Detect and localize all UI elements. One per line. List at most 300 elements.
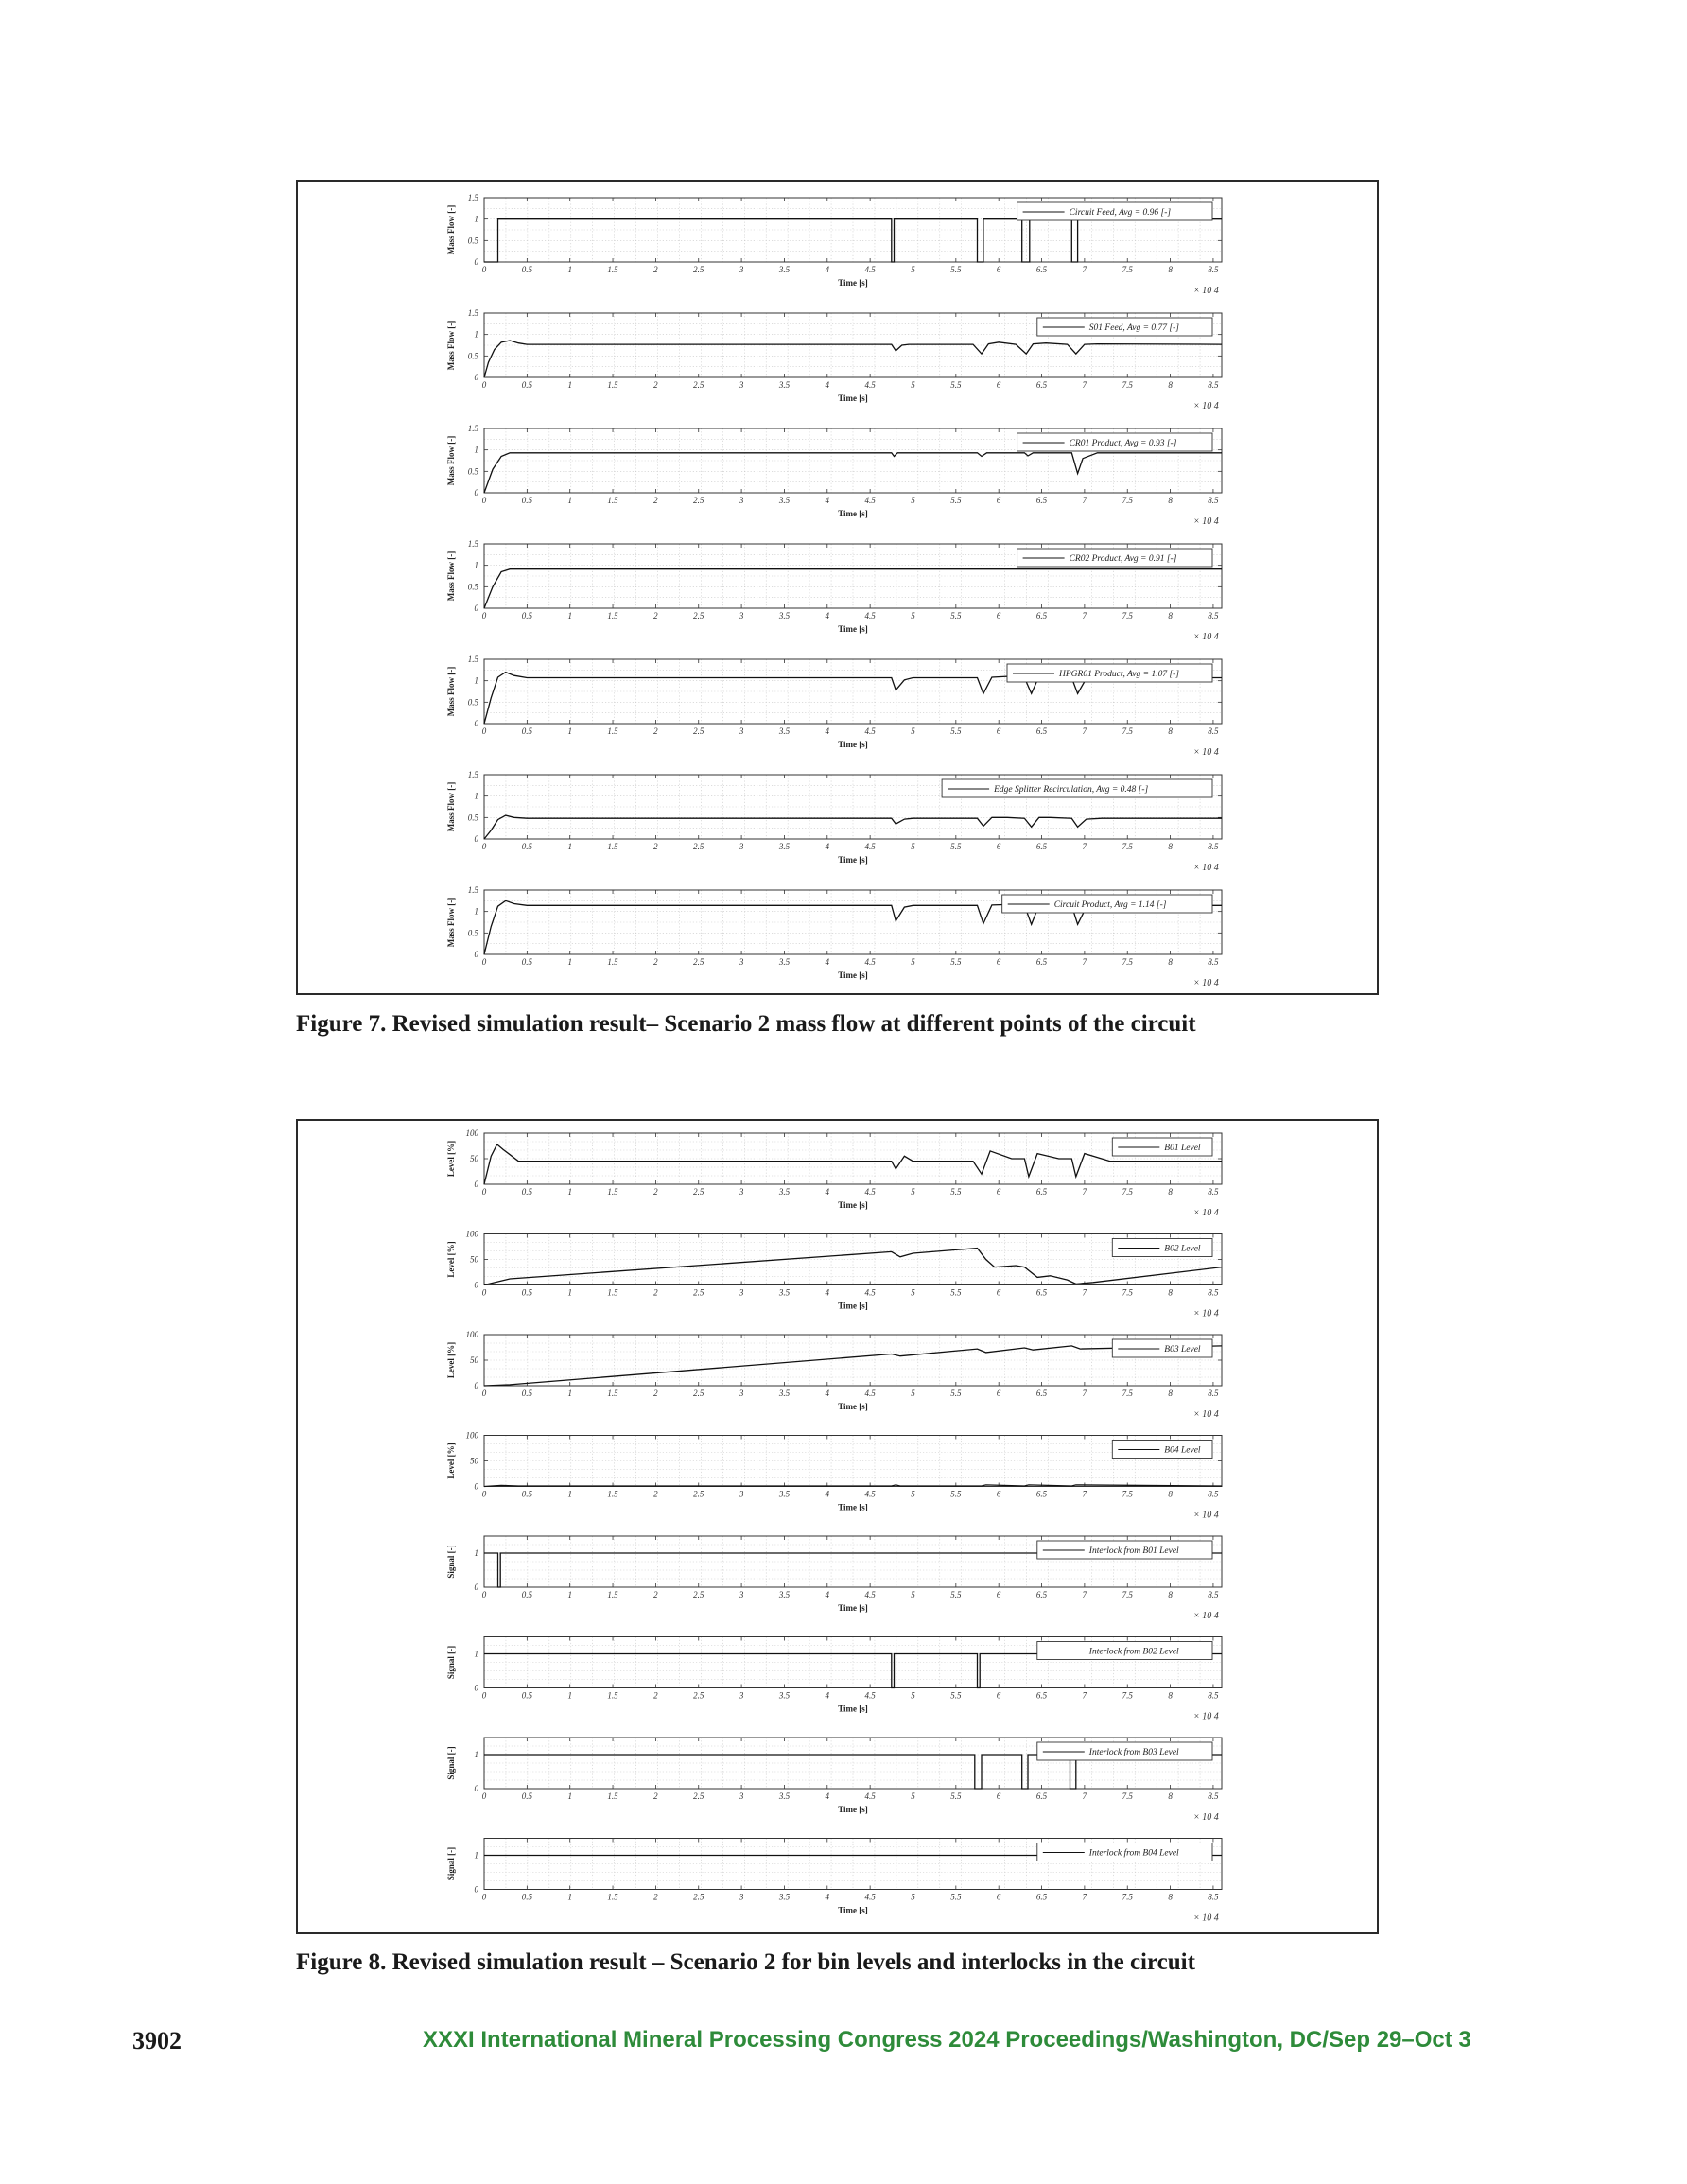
- x-tick-label: 4: [825, 1690, 830, 1701]
- y-tick-label: 1: [474, 329, 478, 340]
- x-tick-label: 4.5: [864, 1590, 876, 1599]
- x-axis-label: Time [s]: [838, 1603, 868, 1613]
- x-tick-label: 0: [481, 380, 487, 390]
- x-tick-label: 8: [1168, 611, 1173, 620]
- x-tick-label: 7: [1082, 1489, 1087, 1499]
- y-axis-label: Mass Flow [-]: [446, 550, 456, 602]
- x-tick-label: 0.5: [521, 1489, 532, 1499]
- y-axis-label: Mass Flow [-]: [446, 897, 456, 948]
- x-tick-label: 1: [567, 611, 572, 620]
- x-tick-label: 5.5: [950, 1287, 962, 1298]
- y-axis-label: Mass Flow [-]: [446, 781, 456, 832]
- x-tick-label: 2: [653, 1187, 658, 1197]
- x-tick-label: 0: [481, 957, 487, 967]
- y-axis-label: Mass Flow [-]: [446, 666, 456, 717]
- x-tick-label: 6: [996, 1187, 1001, 1197]
- x-tick-label: 8: [1168, 1892, 1173, 1902]
- x-tick-label: 1.5: [607, 1187, 618, 1197]
- x-tick-label: 8: [1168, 380, 1173, 390]
- y-tick-label: 1: [474, 1649, 478, 1659]
- y-axis-label: Mass Flow [-]: [446, 204, 456, 255]
- x-tick-label: 3.5: [778, 957, 791, 967]
- y-tick-label: 1.5: [467, 885, 478, 895]
- legend-label: S01 Feed, Avg = 0.77 [-]: [1088, 323, 1179, 333]
- x-tick-label: 6.5: [1035, 1590, 1048, 1599]
- x-tick-label: 8: [1168, 265, 1173, 274]
- y-tick-label: 1.5: [467, 424, 478, 433]
- x-multiplier: × 10 4: [1193, 1711, 1219, 1722]
- x-tick-label: 8: [1168, 1187, 1173, 1197]
- x-tick-label: 2: [653, 1590, 658, 1599]
- x-tick-label: 3: [739, 957, 744, 967]
- x-tick-label: 6: [996, 496, 1001, 505]
- x-tick-label: 3: [739, 842, 744, 851]
- x-axis-label: Time [s]: [838, 393, 868, 403]
- x-tick-label: 1: [567, 496, 572, 505]
- x-tick-label: 4: [825, 1892, 830, 1902]
- y-tick-label: 0: [474, 257, 478, 267]
- x-tick-label: 7: [1082, 496, 1087, 505]
- x-tick-label: 3: [739, 1791, 744, 1801]
- legend-label: B01 Level: [1164, 1144, 1201, 1153]
- x-tick-label: 4.5: [864, 842, 876, 851]
- y-tick-label: 1.5: [467, 539, 478, 549]
- x-tick-label: 0.5: [521, 1791, 532, 1801]
- subplot-7: [446, 1738, 1222, 1823]
- x-tick-label: 1: [567, 1389, 572, 1398]
- x-tick-label: 0.5: [521, 1690, 532, 1701]
- subplot-4: [446, 539, 1222, 642]
- x-tick-label: 8: [1168, 1690, 1173, 1701]
- x-tick-label: 7.5: [1122, 957, 1133, 967]
- y-tick-label: 0.5: [467, 812, 478, 823]
- x-tick-label: 7: [1082, 1892, 1087, 1902]
- y-tick-label: 0.5: [467, 582, 478, 592]
- x-tick-label: 0: [481, 1690, 487, 1701]
- y-tick-label: 0: [474, 1582, 478, 1592]
- legend-label: Interlock from B01 Level: [1088, 1546, 1179, 1556]
- y-axis-label: Mass Flow [-]: [446, 435, 456, 486]
- x-tick-label: 7: [1082, 611, 1087, 620]
- x-tick-label: 8.5: [1208, 1791, 1219, 1801]
- figure-7-caption: Figure 7. Revised simulation result– Scenario 2 mass flow at different points of the circuit: [296, 1011, 1196, 1037]
- x-multiplier: × 10 4: [1193, 863, 1219, 873]
- x-tick-label: 5.5: [950, 726, 962, 736]
- x-axis-label: Time [s]: [838, 1301, 868, 1311]
- x-tick-label: 2: [653, 1791, 658, 1801]
- x-tick-label: 4: [825, 1287, 830, 1298]
- x-tick-label: 2.5: [693, 496, 704, 505]
- legend-label: B03 Level: [1164, 1345, 1201, 1354]
- x-tick-label: 3.5: [778, 1690, 791, 1701]
- x-tick-label: 2: [653, 1489, 658, 1499]
- x-tick-label: 0.5: [521, 380, 532, 390]
- x-tick-label: 8.5: [1208, 842, 1219, 851]
- x-tick-label: 5.5: [950, 265, 962, 274]
- x-tick-label: 5: [911, 1791, 915, 1801]
- y-tick-label: 1: [474, 906, 478, 917]
- x-axis-label: Time [s]: [838, 509, 868, 518]
- x-tick-label: 5.5: [950, 1187, 962, 1197]
- x-tick-label: 7: [1082, 1187, 1087, 1197]
- x-tick-label: 6: [996, 1287, 1001, 1298]
- x-tick-label: 1.5: [607, 1791, 618, 1801]
- x-tick-label: 2: [653, 611, 658, 620]
- x-tick-label: 6.5: [1035, 611, 1048, 620]
- x-tick-label: 3: [739, 1389, 744, 1398]
- x-tick-label: 1: [567, 1489, 572, 1499]
- subplot-8: [446, 1839, 1222, 1924]
- x-tick-label: 4.5: [864, 1287, 876, 1298]
- x-tick-label: 6.5: [1035, 726, 1048, 736]
- x-multiplier: × 10 4: [1193, 1510, 1219, 1521]
- y-tick-label: 50: [470, 1456, 478, 1466]
- subplot-2: [446, 308, 1222, 411]
- x-tick-label: 4: [825, 842, 830, 851]
- x-tick-label: 4: [825, 496, 830, 505]
- x-tick-label: 4.5: [864, 957, 876, 967]
- x-tick-label: 0: [481, 1489, 487, 1499]
- y-tick-label: 1: [474, 445, 478, 455]
- x-tick-label: 2.5: [693, 611, 704, 620]
- x-tick-label: 1: [567, 726, 572, 736]
- x-tick-label: 4.5: [864, 1791, 876, 1801]
- x-multiplier: × 10 4: [1193, 632, 1219, 642]
- y-tick-label: 0: [474, 1884, 478, 1895]
- x-tick-label: 4.5: [864, 265, 876, 274]
- x-tick-label: 3.5: [778, 1389, 791, 1398]
- x-tick-label: 5.5: [950, 1590, 962, 1599]
- x-axis-label: Time [s]: [838, 1200, 868, 1210]
- x-tick-label: 4: [825, 957, 830, 967]
- x-tick-label: 1.5: [607, 1892, 618, 1902]
- x-tick-label: 1: [567, 1287, 572, 1298]
- page-number: 3902: [132, 2027, 182, 2054]
- x-tick-label: 1: [567, 1187, 572, 1197]
- x-multiplier: × 10 4: [1193, 401, 1219, 411]
- y-tick-label: 0: [474, 373, 478, 382]
- x-tick-label: 3: [739, 1690, 744, 1701]
- x-tick-label: 0: [481, 842, 487, 851]
- x-tick-label: 5.5: [950, 496, 962, 505]
- x-tick-label: 8: [1168, 1791, 1173, 1801]
- y-tick-label: 50: [470, 1254, 478, 1265]
- x-tick-label: 2: [653, 842, 658, 851]
- x-tick-label: 3.5: [778, 1791, 791, 1801]
- x-axis-label: Time [s]: [838, 970, 868, 980]
- legend-label: HPGR01 Product, Avg = 1.07 [-]: [1059, 670, 1179, 679]
- x-tick-label: 5: [911, 1187, 915, 1197]
- x-tick-label: 8: [1168, 1489, 1173, 1499]
- x-tick-label: 0: [481, 496, 487, 505]
- y-tick-label: 0: [474, 1481, 478, 1492]
- x-tick-label: 0.5: [521, 1389, 532, 1398]
- x-tick-label: 6.5: [1035, 496, 1048, 505]
- legend-label: B02 Level: [1164, 1244, 1201, 1254]
- y-tick-label: 0: [474, 1280, 478, 1290]
- y-tick-label: 0: [474, 950, 478, 959]
- x-tick-label: 3.5: [778, 1287, 791, 1298]
- x-tick-label: 3.5: [778, 1590, 791, 1599]
- x-tick-label: 6.5: [1035, 1690, 1048, 1701]
- x-tick-label: 5: [911, 1389, 915, 1398]
- x-tick-label: 8.5: [1208, 1892, 1219, 1902]
- y-tick-label: 0.5: [467, 928, 478, 938]
- x-tick-label: 5: [911, 1287, 915, 1298]
- x-tick-label: 8.5: [1208, 1187, 1219, 1197]
- figure-8-plots: [298, 1121, 1377, 1932]
- x-tick-label: 3: [739, 380, 744, 390]
- x-tick-label: 4.5: [864, 1892, 876, 1902]
- x-multiplier: × 10 4: [1193, 1913, 1219, 1924]
- x-tick-label: 2: [653, 265, 658, 274]
- x-tick-label: 5.5: [950, 611, 962, 620]
- x-tick-label: 8.5: [1208, 611, 1219, 620]
- x-tick-label: 5: [911, 957, 915, 967]
- x-tick-label: 0.5: [521, 611, 532, 620]
- x-tick-label: 1: [567, 842, 572, 851]
- x-tick-label: 2.5: [693, 380, 704, 390]
- x-tick-label: 1.5: [607, 1690, 618, 1701]
- x-tick-label: 1.5: [607, 265, 618, 274]
- x-tick-label: 0: [481, 1389, 487, 1398]
- x-tick-label: 6: [996, 957, 1001, 967]
- y-tick-label: 1: [474, 791, 478, 801]
- x-tick-label: 8.5: [1208, 380, 1219, 390]
- x-tick-label: 0: [481, 1287, 487, 1298]
- x-tick-label: 4: [825, 1389, 830, 1398]
- figure-7-plots: [298, 182, 1377, 993]
- y-axis-label: Mass Flow [-]: [446, 320, 456, 371]
- figure-8-caption: Figure 8. Revised simulation result – Scenario 2 for bin levels and interlocks in the circuit: [296, 1949, 1195, 1975]
- x-tick-label: 0: [481, 1892, 487, 1902]
- x-tick-label: 6.5: [1035, 1489, 1048, 1499]
- x-tick-label: 6: [996, 265, 1001, 274]
- x-tick-label: 1.5: [607, 957, 618, 967]
- x-tick-label: 0: [481, 611, 487, 620]
- x-multiplier: × 10 4: [1193, 978, 1219, 988]
- y-tick-label: 1.5: [467, 193, 478, 202]
- x-tick-label: 3.5: [778, 265, 791, 274]
- legend-label: Edge Splitter Recirculation, Avg = 0.48 [-]: [994, 785, 1149, 795]
- x-tick-label: 3: [739, 1892, 744, 1902]
- x-tick-label: 7: [1082, 1690, 1087, 1701]
- x-tick-label: 0.5: [521, 1892, 532, 1902]
- y-tick-label: 100: [465, 1229, 478, 1239]
- legend-label: Interlock from B03 Level: [1088, 1748, 1179, 1757]
- x-tick-label: 6.5: [1035, 1892, 1048, 1902]
- subplot-6: [446, 1637, 1222, 1722]
- x-tick-label: 6: [996, 380, 1001, 390]
- y-tick-label: 0: [474, 1784, 478, 1793]
- x-tick-label: 7: [1082, 842, 1087, 851]
- x-tick-label: 7.5: [1122, 496, 1133, 505]
- subplot-7: [446, 885, 1222, 988]
- x-multiplier: × 10 4: [1193, 1308, 1219, 1319]
- x-tick-label: 6.5: [1035, 1791, 1048, 1801]
- x-tick-label: 1.5: [607, 1489, 618, 1499]
- subplot-3: [446, 424, 1222, 527]
- x-tick-label: 3: [739, 726, 744, 736]
- x-tick-label: 5: [911, 1590, 915, 1599]
- x-tick-label: 8.5: [1208, 1690, 1219, 1701]
- x-tick-label: 7: [1082, 1389, 1087, 1398]
- y-tick-label: 0: [474, 1381, 478, 1390]
- x-tick-label: 5.5: [950, 1690, 962, 1701]
- x-tick-label: 3: [739, 611, 744, 620]
- x-tick-label: 7.5: [1122, 1791, 1133, 1801]
- x-tick-label: 0: [481, 1187, 487, 1197]
- x-tick-label: 4.5: [864, 380, 876, 390]
- x-tick-label: 3.5: [778, 726, 791, 736]
- subplot-3: [446, 1330, 1222, 1420]
- x-tick-label: 2.5: [693, 957, 704, 967]
- x-tick-label: 0: [481, 265, 487, 274]
- x-tick-label: 1: [567, 1892, 572, 1902]
- x-tick-label: 6: [996, 726, 1001, 736]
- x-tick-label: 3: [739, 1287, 744, 1298]
- x-tick-label: 5: [911, 842, 915, 851]
- x-tick-label: 3: [739, 1590, 744, 1599]
- x-tick-label: 7.5: [1122, 611, 1133, 620]
- x-tick-label: 6.5: [1035, 1287, 1048, 1298]
- x-tick-label: 1: [567, 380, 572, 390]
- x-tick-label: 5: [911, 1892, 915, 1902]
- x-tick-label: 1: [567, 265, 572, 274]
- x-tick-label: 2.5: [693, 1791, 704, 1801]
- x-tick-label: 6: [996, 1690, 1001, 1701]
- y-tick-label: 0: [474, 603, 478, 613]
- x-tick-label: 2.5: [693, 726, 704, 736]
- x-tick-label: 2: [653, 957, 658, 967]
- subplot-5: [446, 655, 1222, 758]
- x-tick-label: 4: [825, 611, 830, 620]
- x-tick-label: 2: [653, 1892, 658, 1902]
- x-tick-label: 7: [1082, 1590, 1087, 1599]
- x-tick-label: 1.5: [607, 1287, 618, 1298]
- x-tick-label: 8: [1168, 496, 1173, 505]
- x-tick-label: 6: [996, 1489, 1001, 1499]
- x-tick-label: 3.5: [778, 1892, 791, 1902]
- x-tick-label: 5: [911, 611, 915, 620]
- x-tick-label: 8: [1168, 957, 1173, 967]
- x-tick-label: 8.5: [1208, 265, 1219, 274]
- x-multiplier: × 10 4: [1193, 1812, 1219, 1823]
- x-tick-label: 7.5: [1122, 1287, 1133, 1298]
- x-tick-label: 2.5: [693, 1892, 704, 1902]
- y-tick-label: 0: [474, 834, 478, 844]
- x-tick-label: 8.5: [1208, 726, 1219, 736]
- x-tick-label: 2.5: [693, 1690, 704, 1701]
- x-tick-label: 6: [996, 1791, 1001, 1801]
- y-tick-label: 1.5: [467, 770, 478, 779]
- x-tick-label: 7: [1082, 265, 1087, 274]
- x-tick-label: 2: [653, 380, 658, 390]
- x-tick-label: 4.5: [864, 611, 876, 620]
- x-tick-label: 4.5: [864, 1690, 876, 1701]
- x-tick-label: 0.5: [521, 842, 532, 851]
- y-tick-label: 0: [474, 719, 478, 728]
- x-multiplier: × 10 4: [1193, 1611, 1219, 1621]
- y-tick-label: 100: [465, 1330, 478, 1339]
- x-tick-label: 2.5: [693, 265, 704, 274]
- subplot-2: [446, 1230, 1222, 1319]
- x-tick-label: 3.5: [778, 496, 791, 505]
- x-axis-label: Time [s]: [838, 1704, 868, 1714]
- y-axis-label: Level [%]: [446, 1442, 456, 1479]
- x-tick-label: 2.5: [693, 1389, 704, 1398]
- x-axis-label: Time [s]: [838, 624, 868, 634]
- subplot-5: [446, 1536, 1222, 1621]
- x-tick-label: 3: [739, 496, 744, 505]
- x-tick-label: 7: [1082, 1287, 1087, 1298]
- x-tick-label: 5.5: [950, 1389, 962, 1398]
- figure-7-panel: [296, 180, 1379, 995]
- x-tick-label: 0.5: [521, 957, 532, 967]
- y-axis-label: Level [%]: [446, 1241, 456, 1278]
- x-tick-label: 7: [1082, 957, 1087, 967]
- y-axis-label: Signal [-]: [446, 1645, 456, 1680]
- x-tick-label: 1: [567, 1791, 572, 1801]
- x-tick-label: 2: [653, 496, 658, 505]
- x-tick-label: 7: [1082, 726, 1087, 736]
- x-tick-label: 4.5: [864, 1389, 876, 1398]
- x-tick-label: 4: [825, 1489, 830, 1499]
- x-tick-label: 8: [1168, 842, 1173, 851]
- x-tick-label: 6: [996, 1892, 1001, 1902]
- x-tick-label: 2.5: [693, 1590, 704, 1599]
- x-tick-label: 0.5: [521, 726, 532, 736]
- x-tick-label: 1.5: [607, 611, 618, 620]
- x-tick-label: 5.5: [950, 1791, 962, 1801]
- y-tick-label: 0.5: [467, 236, 478, 246]
- x-tick-label: 8.5: [1208, 957, 1219, 967]
- x-tick-label: 5: [911, 265, 915, 274]
- x-tick-label: 1: [567, 1590, 572, 1599]
- x-tick-label: 1.5: [607, 842, 618, 851]
- x-tick-label: 8: [1168, 1389, 1173, 1398]
- x-tick-label: 8: [1168, 1287, 1173, 1298]
- figure-8-panel: [296, 1119, 1379, 1934]
- x-tick-label: 3.5: [778, 380, 791, 390]
- legend-label: Interlock from B04 Level: [1088, 1848, 1179, 1859]
- footer-text: XXXI International Mineral Processing Congress 2024 Proceedings/Washington, DC/Sep 29–Oct 3: [423, 2027, 1471, 2053]
- x-tick-label: 7.5: [1122, 1389, 1133, 1398]
- x-tick-label: 4: [825, 1590, 830, 1599]
- x-tick-label: 2: [653, 1287, 658, 1298]
- x-axis-label: Time [s]: [838, 278, 868, 288]
- x-tick-label: 4: [825, 1791, 830, 1801]
- x-axis-label: Time [s]: [838, 1805, 868, 1814]
- x-tick-label: 1.5: [607, 1389, 618, 1398]
- x-tick-label: 4: [825, 1187, 830, 1197]
- x-tick-label: 0: [481, 1590, 487, 1599]
- y-tick-label: 0: [474, 488, 478, 498]
- x-tick-label: 8.5: [1208, 1489, 1219, 1499]
- y-tick-label: 50: [470, 1355, 478, 1365]
- x-axis-label: Time [s]: [838, 855, 868, 865]
- y-tick-label: 1.5: [467, 308, 478, 318]
- x-tick-label: 4: [825, 380, 830, 390]
- x-tick-label: 7: [1082, 1791, 1087, 1801]
- x-tick-label: 6.5: [1035, 265, 1048, 274]
- x-tick-label: 4: [825, 726, 830, 736]
- x-tick-label: 4.5: [864, 1187, 876, 1197]
- x-multiplier: × 10 4: [1193, 286, 1219, 296]
- y-axis-label: Signal [-]: [446, 1846, 456, 1881]
- y-tick-label: 0: [474, 1683, 478, 1693]
- x-tick-label: 1.5: [607, 726, 618, 736]
